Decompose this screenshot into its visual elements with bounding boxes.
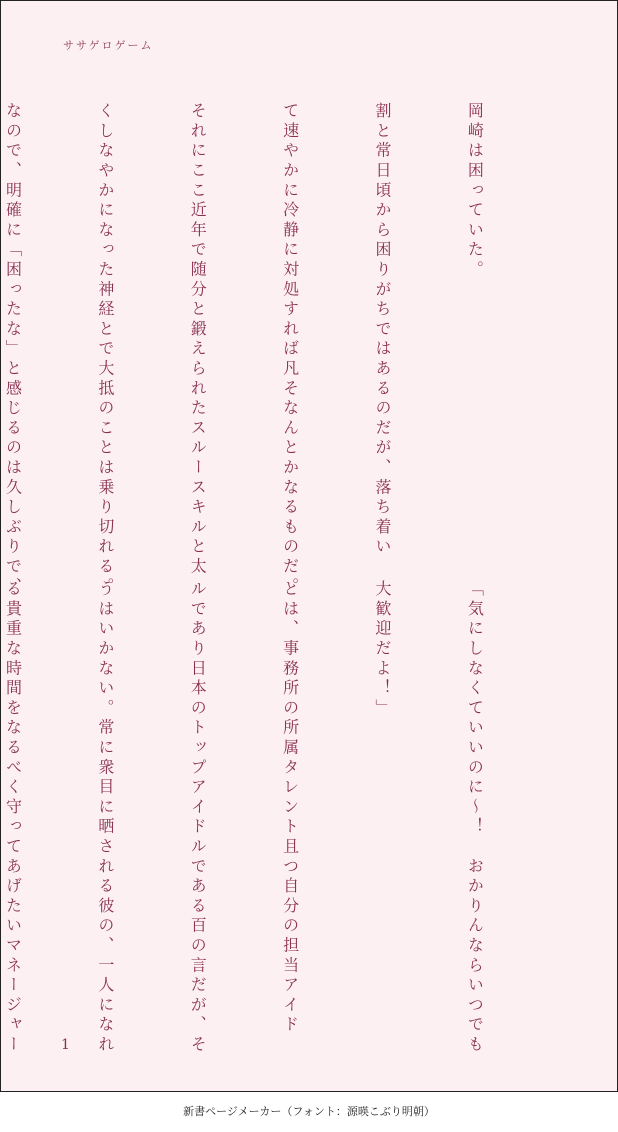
text-line: うはいかない。常に衆目に晒される彼の、一人になれ [95,580,115,1056]
running-title: ササゲロゲーム [63,39,154,52]
text-line: て速やかに冷静に対処すれば凡そなんとかなるものだ。 [280,102,300,597]
text-line: ルであり日本のトップアイドルである百の言だが、そ [188,580,208,1056]
lower-text-block [0,580,551,1056]
text-line: 岡崎は困っていた。 [465,102,485,281]
page-number: 1 [61,1037,70,1053]
footer-credit: 新書ページメーカー（フォント：源暎こぶり明朝） [183,1105,435,1118]
text-line: くしなやかになった神経とで大抵のことは乗り切れる。 [95,102,115,597]
upper-text-block [0,102,551,597]
text-line: る貴重な時間をなるべく守ってあげたいマネージャー [3,580,23,1056]
text-line: 大歓迎だよ！」 [373,580,393,719]
text-line: とは、事務所の所属タレント且つ自分の担当アイド [280,580,300,1036]
text-line: なので、明確に「困ったな」と感じるのは久しぶりで、 [3,102,23,597]
text-line: 割と常日頃から困りがちではあるのだが、落ち着い [373,102,393,558]
text-line: 「気にしなくていいのに〜！ おかりんならいつでも [465,580,485,1056]
text-line: それにここ近年で随分と鍛えられたスルースキルと太 [188,102,208,578]
